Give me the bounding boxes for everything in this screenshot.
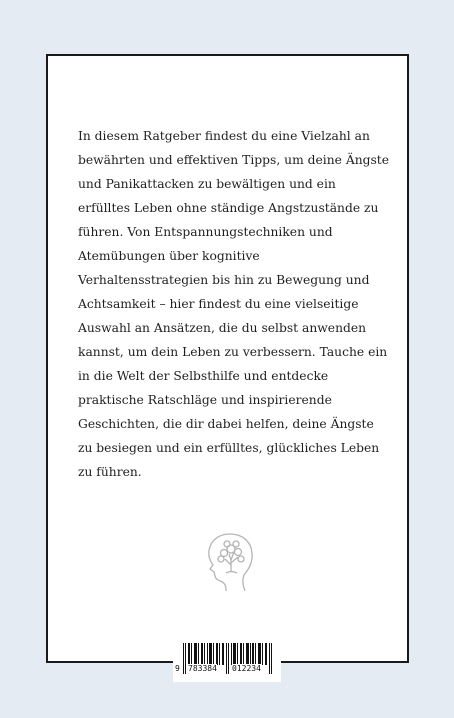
head-tree-icon	[202, 532, 258, 594]
barcode-lead-digit: 9	[175, 664, 180, 673]
barcode-bars	[173, 641, 281, 682]
back-cover	[46, 54, 409, 663]
barcode-left-digits: 783384	[188, 664, 217, 673]
barcode-right-digits: 012234	[232, 664, 261, 673]
blurb-text: In diesem Ratgeber findest du eine Vielzahl an bewährten und effektiven Tipps, um deine Ängste und Panikattacken zu bewältigen und ein erfülltes Leben ohne ständige Angstzustände zu führen. Von Entspannungstechniken und Atemübungen über kognitive Verhaltensstrategien bis hin zu Bewegung und Achtsamkeit – hier findest du eine vielseitige Auswahl an Ansätzen, die du selbst anwenden kannst, um dein Leben zu verbessern. Tauche ein in die Welt der Selbsthilfe und entdecke praktische Ratschläge und inspirierende Geschichten, die dir dabei helfen, deine Ängste zu besiegen und ein erfülltes, glückliches Leben zu führen.	[78, 129, 390, 479]
isbn-barcode	[173, 641, 281, 682]
